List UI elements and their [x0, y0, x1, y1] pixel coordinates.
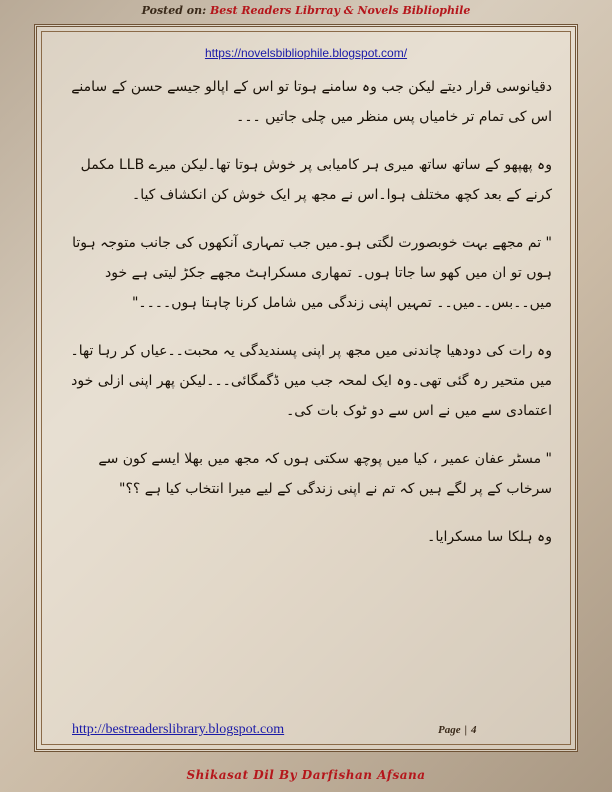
paragraph-4: وہ رات کی دودھیا چاندنی میں مجھ پر اپنی پسندیدگی یہ محبت۔۔عیاں کر رہا تھا۔میں متحیر رہ گئی تھی۔وہ ایک لمحہ جب میں ڈگمگائی۔۔۔لیکن پھر اپنی ازلی خود اعتمادی سے میں نے اس سے دو ٹوک بات کی۔	[70, 343, 552, 419]
page-label: Page	[438, 724, 461, 736]
paragraph-1: دقیانوسی قرار دیتے لیکن جب وہ سامنے ہوتا تو اس کے اپالو جیسے حسن کے سامنے اس کی تمام تر خامیاں پس منظر میں چلی جاتیں ۔۔۔	[71, 79, 552, 125]
header-prefix: Posted on:	[141, 4, 207, 17]
paragraph-6: وہ ہلکا سا مسکرایا۔	[427, 529, 552, 545]
paragraph-3: " تم مجھے بہت خوبصورت لگتی ہو۔میں جب تمہاری آنکھوں کی جانب متوجہ ہوتا ہوں تو ان میں کھو سا جاتا ہوں۔ تمھاری مسکراہٹ مجھے جکڑ لیتی ہے خود میں۔۔بس۔۔میں۔۔ تمہیں اپنی زندگی میں شامل کرنا چاہتا ہوں۔۔۔۔"	[72, 235, 552, 311]
page-number-value: 4	[471, 724, 477, 736]
top-blog-link[interactable]: https://novelsbibliophile.blogspot.com/	[204, 46, 408, 60]
footer-blog-link[interactable]: http://bestreaderslibrary.blogspot.com	[72, 722, 285, 737]
story-text	[62, 72, 552, 570]
page-separator: |	[464, 724, 468, 736]
paragraph-2: وہ پھپھو کے ساتھ ساتھ میری ہر کامیابی پر خوش ہوتا تھا۔لیکن میرے LLB مکمل کرنے کے بعد کچھ مختلف ہوا۔اس نے مجھ پر ایک خوش کن انکشاف کیا۔	[80, 157, 552, 203]
paragraph-5: " مسٹر عفان عمیر ، کیا میں پوچھ سکتی ہوں کہ مجھ میں بھلا ایسے کون سے سرخاب کے پر لگے ہیں کہ تم نے اپنی زندگی کے لیے میرا انتخاب کیا ہے ؟؟"	[98, 451, 552, 497]
book-title-footer: Shikasat Dil By Darfishan Afsana	[186, 768, 426, 782]
page-header	[0, 0, 612, 22]
header-site-name: Best Readers Librray & Novels Bibliophile	[209, 4, 471, 17]
page-number	[438, 724, 477, 736]
